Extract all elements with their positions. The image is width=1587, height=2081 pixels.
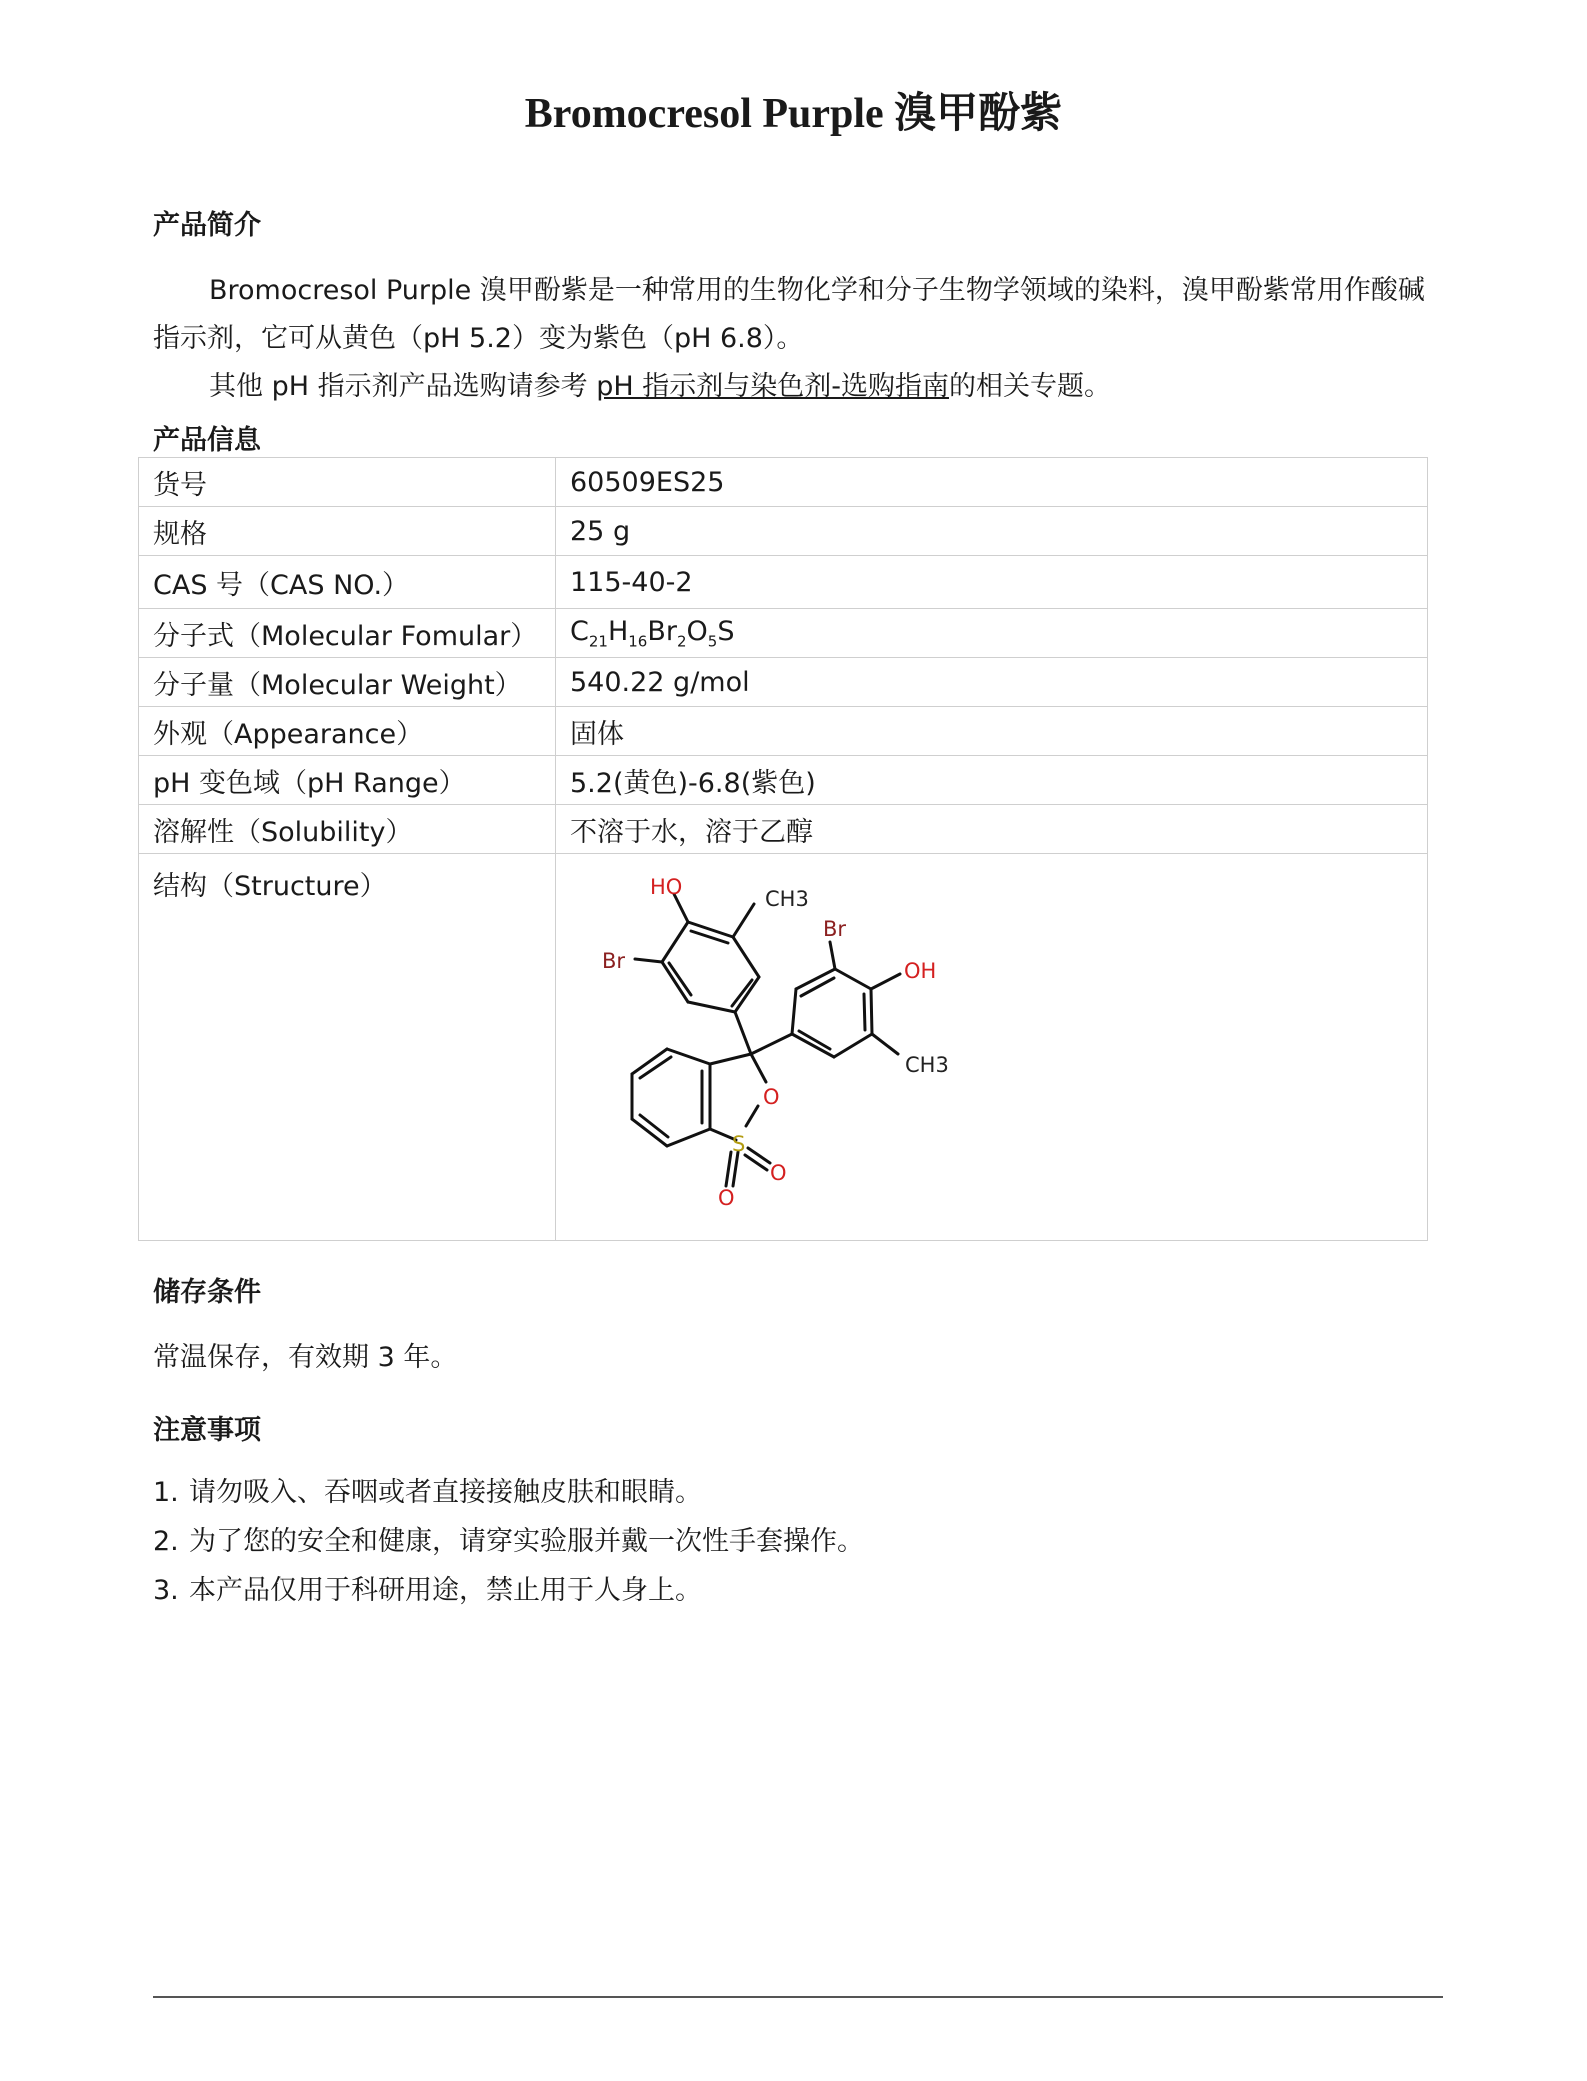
label-s: S	[732, 1132, 746, 1156]
chemical-structure-image	[570, 864, 950, 1214]
structure-cell	[556, 854, 1428, 1241]
row-key: 规格	[139, 507, 556, 556]
storage-text: 常温保存，有效期 3 年。	[153, 1342, 458, 1373]
product-info-table	[138, 457, 1428, 1241]
table-row	[139, 609, 1428, 658]
row-key: 货号	[139, 458, 556, 507]
row-key: 溶解性（Solubility）	[139, 805, 556, 854]
row-value: 固体	[556, 707, 1428, 756]
intro-paragraph-2-tail: 的相关专题。	[948, 371, 1111, 402]
row-value: 5.2(黄色)-6.8(紫色)	[556, 756, 1428, 805]
table-row	[139, 756, 1428, 805]
label-oh: OH	[904, 959, 937, 983]
page-title: Bromocresol Purple 溴甲酚紫	[524, 91, 1063, 137]
label-ho: HO	[650, 875, 683, 899]
row-key: 结构（Structure）	[139, 854, 556, 1241]
label-ch3-top: CH3	[765, 887, 809, 911]
table-row	[139, 458, 1428, 507]
intro-heading: 产品简介	[153, 210, 261, 241]
table-row	[139, 658, 1428, 707]
table-row	[139, 707, 1428, 756]
molecular-formula: $C_{21}H_{16}Br_2O_5S$	[556, 609, 1428, 658]
label-o-b: O	[770, 1161, 787, 1185]
row-key: 外观（Appearance）	[139, 707, 556, 756]
table-row	[139, 556, 1428, 609]
row-key: CAS 号（CAS NO.）	[139, 556, 556, 609]
label-ch3-bottom: CH3	[905, 1053, 949, 1077]
intro-paragraph-2	[153, 363, 1443, 411]
label-o-ring: O	[763, 1085, 780, 1109]
list-item: 1. 请勿吸入、吞咽或者直接接触皮肤和眼睛。	[153, 1477, 702, 1508]
selection-guide-link[interactable]: pH 指示剂与染色剂-选购指南	[596, 371, 949, 402]
info-heading: 产品信息	[153, 425, 261, 456]
row-value: 不溶于水，溶于乙醇	[556, 805, 1428, 854]
table-row	[139, 805, 1428, 854]
row-value: 60509ES25	[556, 458, 1428, 507]
row-key: pH 变色域（pH Range）	[139, 756, 556, 805]
intro-paragraph-2-text: 其他 pH 指示剂产品选购请参考	[209, 371, 597, 402]
label-br-right: Br	[823, 917, 847, 941]
row-value: 115-40-2	[556, 556, 1428, 609]
row-value: 25 g	[556, 507, 1428, 556]
footer-divider	[153, 1996, 1443, 1998]
table-row	[139, 507, 1428, 556]
list-item: 3. 本产品仅用于科研用途，禁止用于人身上。	[153, 1575, 702, 1606]
notes-heading: 注意事项	[153, 1415, 261, 1446]
table-row	[139, 854, 1428, 1241]
storage-heading: 储存条件	[153, 1277, 261, 1308]
label-o-a: O	[718, 1186, 735, 1210]
intro-paragraph-1: Bromocresol Purple 溴甲酚紫是一种常用的生物化学和分子生物学领域的染料，溴甲酚紫常用作酸碱指示剂，它可从黄色（pH 5.2）变为紫色（pH 6.8）。	[153, 275, 1425, 354]
list-item: 2. 为了您的安全和健康，请穿实验服并戴一次性手套操作。	[153, 1526, 864, 1557]
row-value: 540.22 g/mol	[556, 658, 1428, 707]
row-key: 分子量（Molecular Weight）	[139, 658, 556, 707]
label-br-left: Br	[602, 949, 626, 973]
row-key: 分子式（Molecular Fomular）	[139, 609, 556, 658]
notes-list	[153, 1468, 864, 1615]
